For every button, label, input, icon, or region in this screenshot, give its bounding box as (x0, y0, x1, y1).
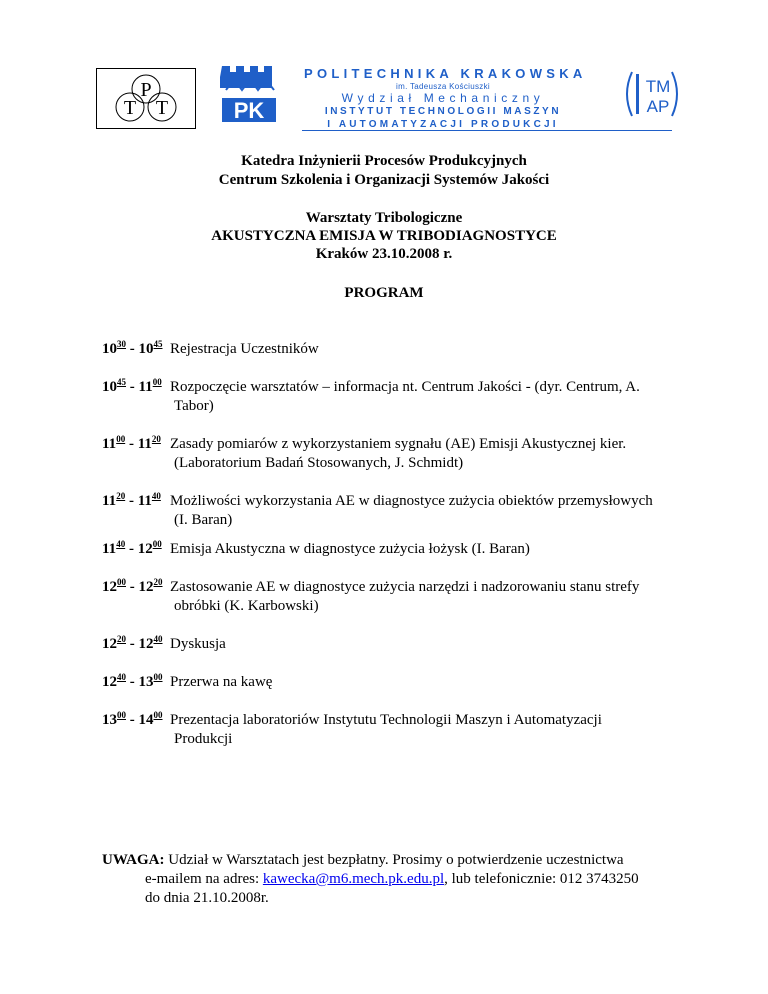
agenda-description (170, 492, 690, 530)
start-minute: 00 (116, 434, 126, 444)
end-minute: 00 (153, 672, 163, 682)
end-hour: 12 (138, 636, 154, 652)
end-hour: 10 (138, 341, 154, 357)
start-hour: 13 (102, 712, 117, 728)
agenda-line1: Rejestracja Uczestników (170, 341, 319, 357)
end-minute: 00 (153, 710, 163, 720)
agenda-line1: Zasady pomiarów z wykorzystaniem sygnału (AE) Emisji Akustycznej kier. (170, 436, 627, 452)
start-minute: 45 (117, 377, 126, 387)
university-patron: im. Tadeusza Kościuszki (396, 82, 490, 91)
end-hour: 13 (138, 674, 154, 690)
start-hour: 10 (102, 379, 117, 395)
pk-logo (220, 64, 278, 124)
note-line1 (102, 852, 624, 868)
agenda-description (170, 635, 690, 654)
agenda-line2: (Laboratorium Badań Stosowanych, J. Schmidt) (174, 455, 464, 471)
agenda-time: $12^{20} - 12^{40}$ (102, 634, 163, 652)
start-minute: 20 (116, 491, 126, 501)
agenda-time: $11^{40} - 12^{00}$ (102, 539, 162, 557)
institute-name-line2: I AUTOMATYZACJI PRODUKCJI (327, 119, 559, 130)
agenda-time: $12^{00} - 12^{20}$ (102, 577, 163, 595)
email-link[interactable]: kawecka@m6.mech.pk.edu.pl (262, 871, 445, 887)
itm-logo-graphic (618, 68, 686, 120)
note (102, 851, 702, 908)
start-hour: 11 (102, 436, 117, 452)
agenda-description (170, 540, 690, 559)
program-heading: PROGRAM (344, 285, 424, 301)
start-hour: 12 (102, 674, 117, 690)
start-minute: 20 (117, 634, 126, 644)
start-minute: 40 (117, 672, 126, 682)
end-minute: 00 (152, 539, 162, 549)
agenda-line2: Tabor) (174, 398, 214, 414)
event-title: AKUSTYCZNA EMISJA W TRIBODIAGNOSTYCE (211, 228, 557, 244)
ptt-letter-p: P (140, 79, 152, 101)
note-text2b: , lub telefonicznie: 012 3743250 (444, 871, 639, 887)
itm-logo-text-bottom: AP (646, 97, 670, 116)
institute-name-line1: INSTYTUT TECHNOLOGII MASZYN (324, 106, 562, 117)
end-minute: 20 (153, 577, 163, 587)
note-label: UWAGA: (102, 852, 165, 868)
event-place-date: Kraków 23.10.2008 r. (315, 246, 453, 262)
agenda-time: $11^{00} - 11^{20}$ (102, 434, 161, 452)
agenda-line1: Emisja Akustyczna w diagnostyce zużycia łożysk (I. Baran) (170, 541, 530, 557)
end-minute: 00 (152, 377, 162, 387)
end-hour: 11 (137, 493, 152, 509)
org-line2: Centrum Szkolenia i Organizacji Systemów Jakości (218, 172, 550, 188)
agenda-time: $10^{45} - 11^{00}$ (102, 377, 162, 395)
end-hour: 12 (138, 579, 154, 595)
agenda-line2: obróbki (K. Karbowski) (174, 598, 319, 614)
start-minute: 00 (117, 710, 126, 720)
note-line2 (102, 870, 702, 889)
start-hour: 11 (102, 541, 117, 557)
agenda-time: $13^{00} - 14^{00}$ (102, 710, 163, 728)
agenda-description (170, 673, 690, 692)
end-minute: 45 (153, 339, 163, 349)
start-minute: 30 (117, 339, 126, 349)
itm-logo-text-top: TM (645, 77, 671, 96)
agenda-description (170, 578, 690, 616)
start-minute: 00 (117, 577, 126, 587)
start-hour: 11 (102, 493, 117, 509)
agenda-line1: Przerwa na kawę (170, 674, 273, 690)
end-minute: 40 (153, 634, 163, 644)
ptt-logo-graphic (97, 69, 195, 128)
ptt-logo (96, 68, 196, 129)
org-line1: Katedra Inżynierii Procesów Produkcyjnych (241, 153, 527, 169)
agenda-line1: Dyskusja (170, 636, 226, 652)
start-hour: 12 (102, 636, 117, 652)
start-hour: 12 (102, 579, 117, 595)
end-hour: 11 (138, 379, 153, 395)
agenda-description (170, 435, 690, 473)
end-hour: 14 (138, 712, 154, 728)
agenda-line2: (I. Baran) (174, 512, 233, 528)
agenda-time: $12^{40} - 13^{00}$ (102, 672, 163, 690)
agenda-description (170, 378, 690, 416)
agenda-description (170, 340, 690, 359)
pk-logo-graphic (220, 64, 278, 124)
faculty-name: Wydział Mechaniczny (341, 91, 545, 105)
agenda-time: $11^{20} - 11^{40}$ (102, 491, 161, 509)
university-name: POLITECHNIKA KRAKOWSKA (304, 66, 587, 81)
end-hour: 12 (137, 541, 153, 557)
event-name: Warsztaty Tribologiczne (305, 210, 463, 226)
agenda-line1: Rozpoczęcie warsztatów – informacja nt. Centrum Jakości - (dyr. Centrum, A. (170, 379, 640, 395)
end-minute: 20 (151, 434, 161, 444)
itm-logo (618, 68, 686, 120)
end-minute: 40 (151, 491, 161, 501)
agenda-line1: Możliwości wykorzystania AE w diagnostyce zużycia obiektów przemysłowych (170, 493, 653, 509)
agenda-description (170, 711, 690, 749)
note-line3: do dnia 21.10.2008r. (145, 890, 269, 906)
end-hour: 11 (137, 436, 152, 452)
agenda-line1: Prezentacja laboratoriów Instytutu Technologii Maszyn i Automatyzacji (170, 712, 602, 728)
header-rule (302, 130, 672, 131)
start-hour: 10 (102, 341, 117, 357)
agenda-line1: Zastosowanie AE w diagnostyce zużycia narzędzi i nadzorowaniu stanu strefy (170, 579, 640, 595)
pk-logo-text: PK (233, 98, 265, 123)
ptt-letter-t2: T (155, 97, 169, 119)
note-text2a: e-mailem na adres: (145, 871, 263, 887)
start-minute: 40 (116, 539, 126, 549)
agenda-time: $10^{30} - 10^{45}$ (102, 339, 163, 357)
ptt-letter-t1: T (123, 97, 137, 119)
agenda-line2: Produkcji (174, 731, 233, 747)
note-text1: Udział w Warsztatach jest bezpłatny. Prosimy o potwierdzenie uczestnictwa (164, 852, 624, 868)
